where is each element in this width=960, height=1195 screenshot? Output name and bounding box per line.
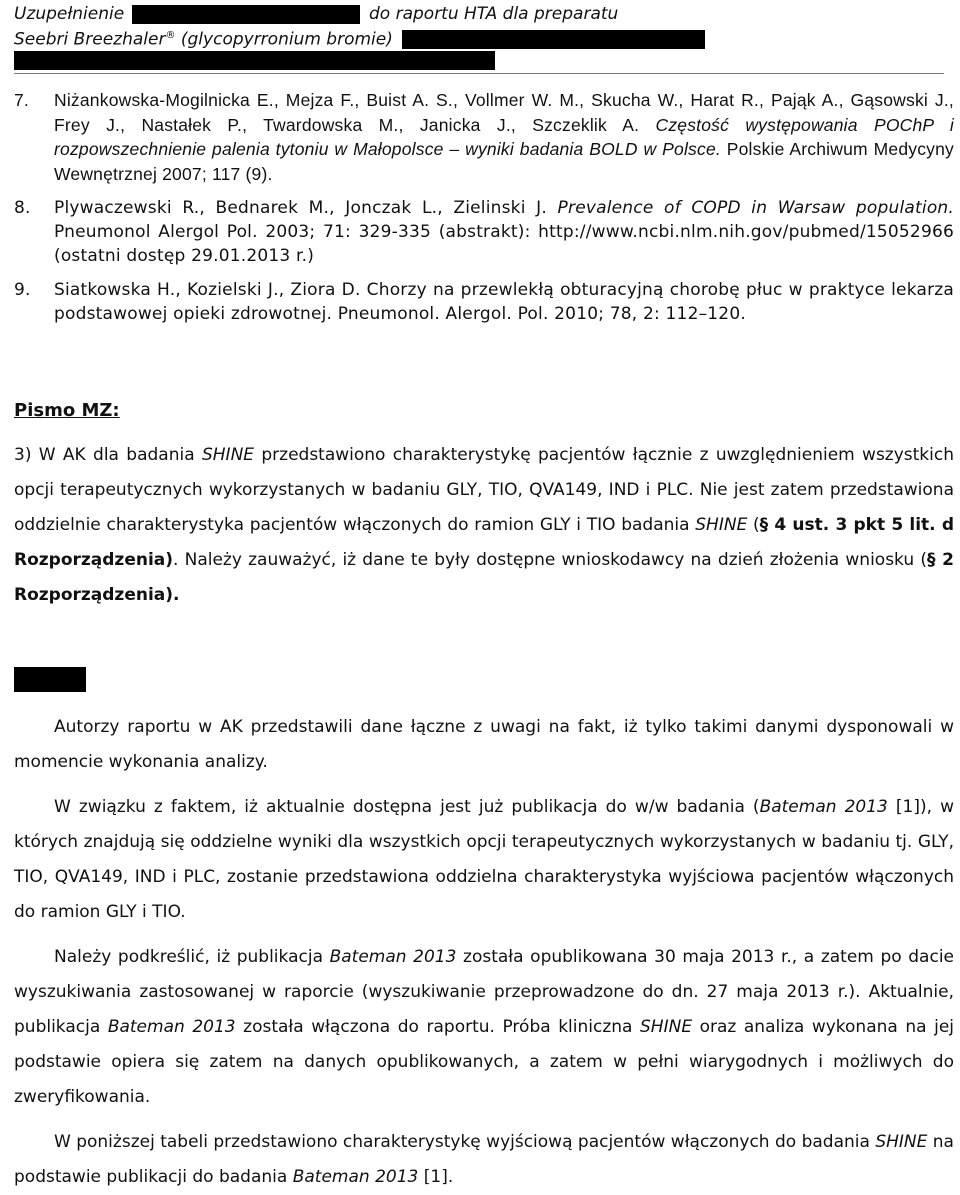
header-row-3 <box>14 51 944 72</box>
text-run: Należy podkreślić, iż publikacja <box>54 947 330 967</box>
header-substance: (glycopyrronium bromie) <box>175 29 393 50</box>
header-prefix: Uzupełnienie <box>14 4 125 24</box>
text-run: Bateman 2013 <box>329 947 457 967</box>
reference-source: Polskie Archiwum Medycyny Wewnętrznej 2007; 117 (9). <box>54 139 954 184</box>
reference-title: Prevalence of COPD in Warsaw population. <box>557 198 954 218</box>
text-run: W związku z faktem, iż aktualnie dostępna jest już publikacja do w/w badania ( <box>54 797 760 817</box>
paragraph-response-2 <box>14 790 954 930</box>
header-divider <box>14 73 944 74</box>
reference-number: 9. <box>14 280 31 300</box>
reference-title: Częstość występowania POChP i rozpowszechnienie palenia tytoniu w Małopolsce – wyniki badania BOLD w Polsce. <box>54 114 955 159</box>
paragraph-response-3 <box>14 940 954 1115</box>
text-run: została włączona do raportu. Próba kliniczna <box>235 1017 641 1037</box>
paragraph-response-4 <box>14 1125 954 1195</box>
text-run: Bateman 2013 <box>292 1167 419 1187</box>
text-run: SHINE <box>201 445 255 465</box>
redaction-bar <box>14 51 495 70</box>
text-run: SHINE <box>695 515 748 535</box>
redaction-block <box>14 667 86 692</box>
text-run: 3) W AK dla badania <box>14 445 202 465</box>
header-row-1 <box>14 4 944 25</box>
reference-text <box>54 196 954 268</box>
text-run: ( <box>747 515 760 535</box>
page-header <box>14 4 944 72</box>
redaction-bar <box>402 30 705 49</box>
reference-number: 7. <box>14 90 29 110</box>
text-run: została opublikowana 30 maja 2013 r., a zatem po dacie wyszukiwania zastosowanej w raporcie (wyszukiwanie przeprowadzone do dn. 27 maja 2013 r.). Aktualnie, publikacja <box>14 947 955 1037</box>
paragraph-response-1: Autorzy raportu w AK przedstawili dane łączne z uwagi na fakt, iż tylko takimi danymi dysponowali w momencie wykonania analizy. <box>14 717 954 772</box>
text-run: . Należy zauważyć, iż dane te były dostępne wnioskodawcy na dzień złożenia wniosku ( <box>173 550 927 570</box>
text-run: na podstawie publikacji do badania <box>14 1132 954 1187</box>
text-run: SHINE <box>640 1017 693 1037</box>
text-run: [1]), w których znajdują się oddzielne wyniki dla wszystkich opcji terapeutycznych wykorzystanych w badaniu tj. GLY, TIO, QVA149, IND i PLC, zostanie przedstawiona oddzielna charakterystyka wyjściowa pacjentów włączonych do ramion GLY i TIO. <box>14 797 955 922</box>
reference-text <box>54 278 954 326</box>
text-run: W poniższej tabeli przedstawiono charakterystykę wyjściową pacjentów włączonych do badania <box>54 1132 876 1152</box>
section-title: Pismo MZ: <box>14 400 120 421</box>
text-run: przedstawiono charakterystykę pacjentów łącznie z uwzględnieniem wszystkich opcji terapeutycznych wykorzystanych w badaniu GLY, TIO, QVA149, IND i PLC. Nie jest zatem przedstawiona oddzielnie charakterystyka pacjentów włączonych do ramion GLY i TIO badania <box>14 445 954 535</box>
text-run: Bateman 2013 <box>759 797 888 817</box>
redaction-bar <box>132 5 360 24</box>
text-run: Bateman 2013 <box>107 1017 236 1037</box>
reference-text <box>54 88 954 186</box>
paragraph-ministry-question <box>14 438 954 613</box>
reference-source: Pneumonol Alergol Pol. 2003; 71: 329-335 (abstrakt): http://www.ncbi.nlm.nih.gov/pubmed/15052966 (ostatni dostęp 29.01.2013 r.) <box>54 222 954 266</box>
header-title: do raportu HTA dla preparatu <box>369 4 619 24</box>
header-row-2 <box>14 25 944 51</box>
header-product: Seebri Breezhaler <box>14 29 166 50</box>
reference-item <box>14 196 954 268</box>
registered-mark: ® <box>165 30 176 41</box>
reference-list <box>14 88 954 336</box>
reference-authors: Niżankowska-Mogilnicka E., Mejza F., Buist A. S., Vollmer W. M., Skucha W., Harat R., Pająk A., Gąsowski J., Frey J., Nastałek P., Twardowska M., Janicka J., Szczeklik A. <box>54 90 954 135</box>
text-run: § 2 Rozporządzenia). <box>14 550 954 605</box>
reference-item <box>14 278 954 326</box>
text-run: oraz analiza wykonana na jej podstawie opiera się zatem na danych opublikowanych, a zatem w pełni wiarygodnych i możliwych do zweryfikowania. <box>14 1017 955 1107</box>
reference-item <box>14 88 954 186</box>
text-run: SHINE <box>875 1132 928 1152</box>
reference-authors: Plywaczewski R., Bednarek M., Jonczak L., Zielinski J. <box>54 198 558 218</box>
reference-authors: Siatkowska H., Kozielski J., Ziora D. Chorzy na przewlekłą obturacyjną chorobę płuc w praktyce lekarza podstawowej opieki zdrowotnej. Pneumonol. Alergol. Pol. 2010; 78, 2: 112–120. <box>54 280 954 324</box>
text-run: § 4 ust. 3 pkt 5 lit. d Rozporządzenia) <box>14 515 954 570</box>
text-run: [1]. <box>418 1167 454 1187</box>
reference-number: 8. <box>14 198 31 218</box>
